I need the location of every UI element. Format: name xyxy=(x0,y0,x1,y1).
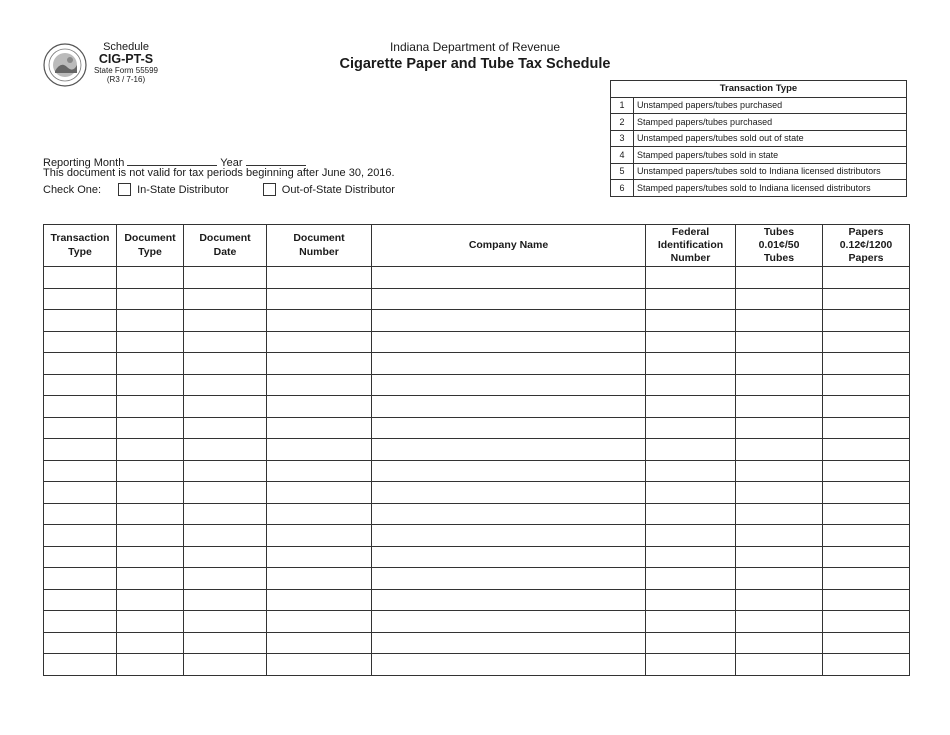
table-cell[interactable] xyxy=(736,310,823,332)
table-cell[interactable] xyxy=(372,654,646,676)
schedule-entry-table xyxy=(43,224,910,676)
table-cell[interactable] xyxy=(44,374,117,396)
table-cell[interactable] xyxy=(44,589,117,611)
table-cell[interactable] xyxy=(823,353,910,375)
table-row xyxy=(44,353,910,375)
table-cell[interactable] xyxy=(117,417,184,439)
instate-label: In-State Distributor xyxy=(137,183,229,196)
table-row xyxy=(44,611,910,633)
table-cell[interactable] xyxy=(184,589,267,611)
table-cell[interactable] xyxy=(646,331,736,353)
table-cell[interactable] xyxy=(267,353,372,375)
outstate-label: Out-of-State Distributor xyxy=(281,183,395,196)
table-cell[interactable] xyxy=(44,353,117,375)
department-name: Indiana Department of Revenue xyxy=(389,40,561,54)
table-cell[interactable] xyxy=(823,611,910,633)
table-cell[interactable] xyxy=(372,503,646,525)
table-cell[interactable] xyxy=(736,546,823,568)
table-cell[interactable] xyxy=(646,503,736,525)
table-cell[interactable] xyxy=(646,439,736,461)
table-body xyxy=(44,267,910,676)
table-cell[interactable] xyxy=(117,503,184,525)
year-field[interactable] xyxy=(246,155,306,166)
table-cell[interactable] xyxy=(372,568,646,590)
table-cell[interactable] xyxy=(117,374,184,396)
table-cell[interactable] xyxy=(184,396,267,418)
table-cell[interactable] xyxy=(267,396,372,418)
table-cell[interactable] xyxy=(736,482,823,504)
table-cell[interactable] xyxy=(44,396,117,418)
table-cell[interactable] xyxy=(44,654,117,676)
table-cell[interactable] xyxy=(267,482,372,504)
table-cell[interactable] xyxy=(44,632,117,654)
table-cell[interactable] xyxy=(372,267,646,289)
table-cell[interactable] xyxy=(117,482,184,504)
table-cell[interactable] xyxy=(184,310,267,332)
table-cell[interactable] xyxy=(184,288,267,310)
instate-checkbox[interactable] xyxy=(118,183,131,196)
table-cell[interactable] xyxy=(267,267,372,289)
table-cell[interactable] xyxy=(736,439,823,461)
table-cell[interactable] xyxy=(372,460,646,482)
table-row xyxy=(44,267,910,289)
table-cell[interactable] xyxy=(184,525,267,547)
table-cell[interactable] xyxy=(184,632,267,654)
table-cell[interactable] xyxy=(44,482,117,504)
table-cell[interactable] xyxy=(372,331,646,353)
table-cell[interactable] xyxy=(736,374,823,396)
table-row xyxy=(44,396,910,418)
transaction-type-row xyxy=(611,163,907,180)
table-cell[interactable] xyxy=(44,417,117,439)
table-cell[interactable] xyxy=(823,417,910,439)
table-cell[interactable] xyxy=(646,654,736,676)
table-header-row xyxy=(44,225,910,267)
table-cell[interactable] xyxy=(44,503,117,525)
transaction-type-row xyxy=(611,130,907,147)
table-cell[interactable] xyxy=(44,288,117,310)
table-cell[interactable] xyxy=(823,568,910,590)
table-cell[interactable] xyxy=(117,267,184,289)
transaction-type-number: 6 xyxy=(611,180,634,197)
column-header: Document Type xyxy=(117,225,184,267)
table-cell[interactable] xyxy=(646,482,736,504)
table-cell[interactable] xyxy=(646,632,736,654)
transaction-type-number: 3 xyxy=(611,130,634,147)
table-row xyxy=(44,482,910,504)
transaction-type-number: 2 xyxy=(611,114,634,131)
table-cell[interactable] xyxy=(267,546,372,568)
table-cell[interactable] xyxy=(646,525,736,547)
table-cell[interactable] xyxy=(372,439,646,461)
table-cell[interactable] xyxy=(646,417,736,439)
transaction-type-number: 4 xyxy=(611,147,634,164)
table-row xyxy=(44,589,910,611)
table-cell[interactable] xyxy=(267,654,372,676)
transaction-type-row xyxy=(611,97,907,114)
table-cell[interactable] xyxy=(184,503,267,525)
reporting-month-label: Reporting Month xyxy=(43,157,125,169)
table-row xyxy=(44,632,910,654)
table-cell[interactable] xyxy=(184,331,267,353)
transaction-type-heading: Transaction Type xyxy=(611,81,907,98)
table-cell[interactable] xyxy=(736,353,823,375)
table-cell[interactable] xyxy=(44,546,117,568)
table-cell[interactable] xyxy=(646,353,736,375)
table-cell[interactable] xyxy=(117,396,184,418)
column-header: Transaction Type xyxy=(44,225,117,267)
table-cell[interactable] xyxy=(646,374,736,396)
table-cell[interactable] xyxy=(184,374,267,396)
table-cell[interactable] xyxy=(44,310,117,332)
table-cell[interactable] xyxy=(267,460,372,482)
table-cell[interactable] xyxy=(736,632,823,654)
table-cell[interactable] xyxy=(823,654,910,676)
table-cell[interactable] xyxy=(823,331,910,353)
table-cell[interactable] xyxy=(184,267,267,289)
table-cell[interactable] xyxy=(267,374,372,396)
table-cell[interactable] xyxy=(184,353,267,375)
table-cell[interactable] xyxy=(736,589,823,611)
table-row xyxy=(44,503,910,525)
schedule-label: Schedule xyxy=(103,41,149,53)
year-label: Year xyxy=(220,157,243,169)
table-cell[interactable] xyxy=(44,525,117,547)
table-cell[interactable] xyxy=(267,611,372,633)
table-cell[interactable] xyxy=(736,568,823,590)
check-one-label: Check One: xyxy=(43,183,102,196)
table-cell[interactable] xyxy=(646,310,736,332)
table-row xyxy=(44,331,910,353)
outstate-checkbox[interactable] xyxy=(263,183,276,196)
schedule-block xyxy=(86,41,166,84)
table-cell[interactable] xyxy=(646,288,736,310)
table-cell[interactable] xyxy=(736,396,823,418)
table-cell[interactable] xyxy=(117,589,184,611)
table-cell[interactable] xyxy=(823,310,910,332)
table-cell[interactable] xyxy=(372,611,646,633)
table-cell[interactable] xyxy=(117,310,184,332)
table-cell[interactable] xyxy=(184,460,267,482)
table-cell[interactable] xyxy=(267,589,372,611)
table-cell[interactable] xyxy=(117,331,184,353)
table-cell[interactable] xyxy=(823,374,910,396)
table-cell[interactable] xyxy=(267,331,372,353)
state-seal-icon xyxy=(43,43,87,87)
table-cell[interactable] xyxy=(823,396,910,418)
table-row xyxy=(44,654,910,676)
column-header: Document Date xyxy=(184,225,267,267)
table-cell[interactable] xyxy=(372,546,646,568)
table-cell[interactable] xyxy=(823,482,910,504)
table-cell[interactable] xyxy=(372,482,646,504)
table-row xyxy=(44,460,910,482)
table-cell[interactable] xyxy=(372,417,646,439)
table-cell[interactable] xyxy=(267,568,372,590)
table-cell[interactable] xyxy=(736,611,823,633)
state-form-number: State Form 55599 xyxy=(93,65,159,75)
table-cell[interactable] xyxy=(267,288,372,310)
table-cell[interactable] xyxy=(44,611,117,633)
table-row xyxy=(44,288,910,310)
transaction-type-label: Stamped papers/tubes sold to Indiana licensed distributors xyxy=(634,180,907,197)
column-header: Papers 0.12¢/1200 Papers xyxy=(823,225,910,267)
column-header: Document Number xyxy=(267,225,372,267)
table-cell[interactable] xyxy=(117,288,184,310)
table-cell[interactable] xyxy=(646,460,736,482)
table-cell[interactable] xyxy=(184,546,267,568)
column-header: Tubes 0.01¢/50 Tubes xyxy=(736,225,823,267)
table-cell[interactable] xyxy=(267,417,372,439)
table-cell[interactable] xyxy=(117,525,184,547)
table-cell[interactable] xyxy=(44,331,117,353)
table-cell[interactable] xyxy=(44,267,117,289)
table-cell[interactable] xyxy=(646,589,736,611)
table-cell[interactable] xyxy=(372,310,646,332)
table-cell[interactable] xyxy=(823,503,910,525)
table-cell[interactable] xyxy=(267,439,372,461)
table-cell[interactable] xyxy=(736,525,823,547)
table-cell[interactable] xyxy=(117,632,184,654)
transaction-type-row xyxy=(611,147,907,164)
table-cell[interactable] xyxy=(736,460,823,482)
table-cell[interactable] xyxy=(44,439,117,461)
table-cell[interactable] xyxy=(372,374,646,396)
table-cell[interactable] xyxy=(646,267,736,289)
table-cell[interactable] xyxy=(823,267,910,289)
table-cell[interactable] xyxy=(117,439,184,461)
table-cell[interactable] xyxy=(823,439,910,461)
table-cell[interactable] xyxy=(823,589,910,611)
table-cell[interactable] xyxy=(117,611,184,633)
table-row xyxy=(44,525,910,547)
table-cell[interactable] xyxy=(267,503,372,525)
table-cell[interactable] xyxy=(823,546,910,568)
transaction-type-label: Stamped papers/tubes purchased xyxy=(634,114,907,131)
transaction-type-row xyxy=(611,180,907,197)
table-row xyxy=(44,374,910,396)
column-header: Company Name xyxy=(372,225,646,267)
column-header: Federal Identification Number xyxy=(646,225,736,267)
table-cell[interactable] xyxy=(184,482,267,504)
table-cell[interactable] xyxy=(44,460,117,482)
table-cell[interactable] xyxy=(372,589,646,611)
table-cell[interactable] xyxy=(736,331,823,353)
table-cell[interactable] xyxy=(372,396,646,418)
table-cell[interactable] xyxy=(823,525,910,547)
table-cell[interactable] xyxy=(184,417,267,439)
transaction-type-number: 1 xyxy=(611,97,634,114)
table-cell[interactable] xyxy=(372,525,646,547)
table-cell[interactable] xyxy=(117,546,184,568)
table-cell[interactable] xyxy=(117,460,184,482)
table-cell[interactable] xyxy=(736,288,823,310)
transaction-type-label: Unstamped papers/tubes purchased xyxy=(634,97,907,114)
table-cell[interactable] xyxy=(736,267,823,289)
table-cell[interactable] xyxy=(736,503,823,525)
table-cell[interactable] xyxy=(372,353,646,375)
transaction-type-label: Stamped papers/tubes sold in state xyxy=(634,147,907,164)
table-cell[interactable] xyxy=(267,310,372,332)
table-cell[interactable] xyxy=(184,611,267,633)
table-cell[interactable] xyxy=(372,632,646,654)
table-cell[interactable] xyxy=(117,353,184,375)
table-cell[interactable] xyxy=(736,654,823,676)
schedule-code: CIG-PT-S xyxy=(98,52,154,67)
table-cell[interactable] xyxy=(267,632,372,654)
transaction-type-label: Unstamped papers/tubes sold out of state xyxy=(634,130,907,147)
table-cell[interactable] xyxy=(646,611,736,633)
transaction-type-row xyxy=(611,114,907,131)
distributor-type-line xyxy=(43,183,395,196)
transaction-type-label: Unstamped papers/tubes sold to Indiana licensed distributors xyxy=(634,163,907,180)
table-cell[interactable] xyxy=(646,568,736,590)
table-row xyxy=(44,417,910,439)
table-row xyxy=(44,568,910,590)
table-cell[interactable] xyxy=(372,288,646,310)
table-row xyxy=(44,310,910,332)
table-cell[interactable] xyxy=(117,568,184,590)
table-cell[interactable] xyxy=(823,460,910,482)
table-cell[interactable] xyxy=(646,396,736,418)
table-row xyxy=(44,546,910,568)
table-cell[interactable] xyxy=(117,654,184,676)
page-title: Cigarette Paper and Tube Tax Schedule xyxy=(339,56,611,72)
validity-notice: This document is not valid for tax periods beginning after June 30, 2016. xyxy=(43,167,395,179)
reporting-month-field[interactable] xyxy=(127,155,217,166)
table-cell[interactable] xyxy=(184,439,267,461)
revision-date: (R3 / 7-16) xyxy=(106,74,146,84)
table-cell[interactable] xyxy=(267,525,372,547)
table-cell[interactable] xyxy=(44,568,117,590)
transaction-type-table xyxy=(610,80,907,197)
table-cell[interactable] xyxy=(823,632,910,654)
table-cell[interactable] xyxy=(184,654,267,676)
table-cell[interactable] xyxy=(646,546,736,568)
table-cell[interactable] xyxy=(736,417,823,439)
table-cell[interactable] xyxy=(823,288,910,310)
table-cell[interactable] xyxy=(184,568,267,590)
table-row xyxy=(44,439,910,461)
transaction-type-number: 5 xyxy=(611,163,634,180)
